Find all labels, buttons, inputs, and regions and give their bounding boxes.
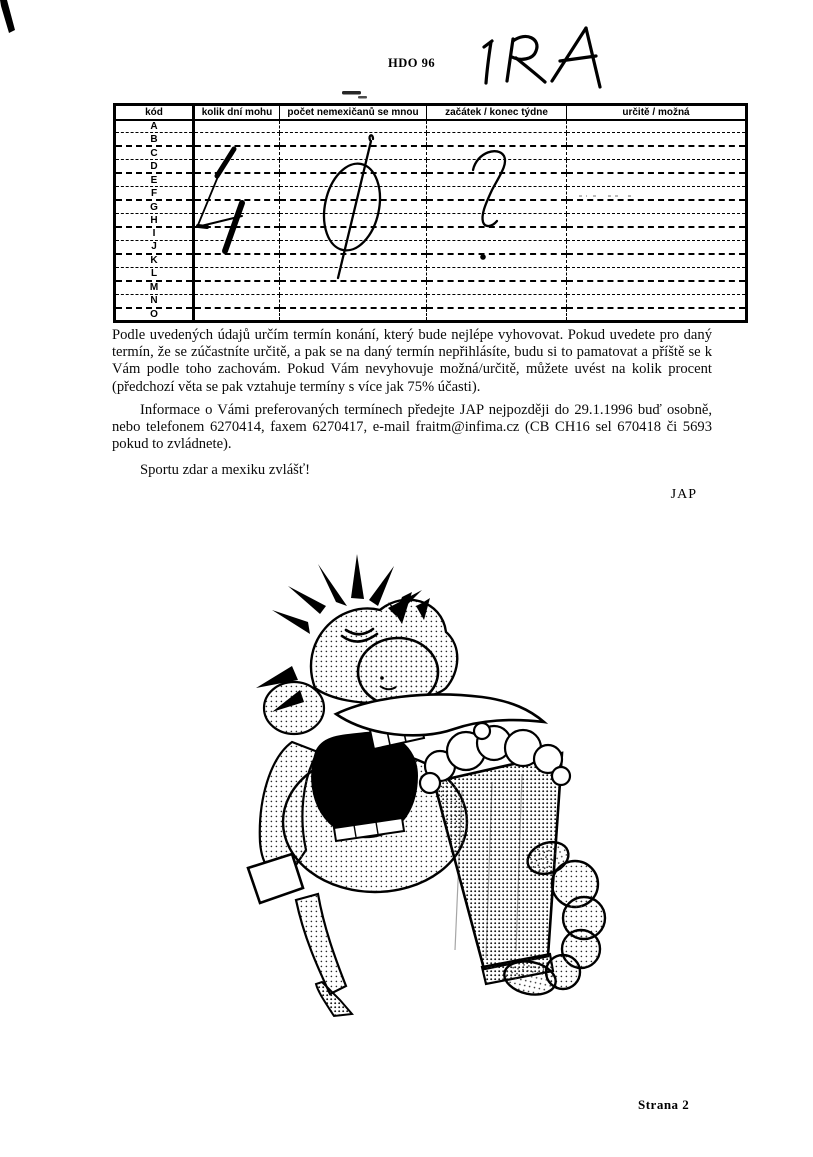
- row-code: K: [115, 254, 194, 267]
- row-code: H: [115, 214, 194, 227]
- row-code: F: [115, 187, 194, 200]
- row-code: D: [115, 160, 194, 173]
- leg: [296, 894, 346, 994]
- row-code: A: [115, 120, 194, 133]
- row-code: E: [115, 173, 194, 186]
- table-row: [115, 133, 747, 146]
- paragraph-closing-greeting: Sportu zdar a mexiku zvlášť!: [140, 462, 310, 478]
- column-header-pocet-nemexicanu: počet nemexičanů se mnou: [280, 105, 427, 120]
- table-header-row: [115, 105, 747, 120]
- row-code: L: [115, 267, 194, 280]
- row-code: C: [115, 146, 194, 159]
- mouth-shading: [313, 743, 373, 827]
- cartoon-man-drinking-beer-icon: [230, 550, 630, 1030]
- row-code: J: [115, 240, 194, 253]
- row-code: M: [115, 281, 194, 294]
- row-code: B: [115, 133, 194, 146]
- table-row: [115, 146, 747, 159]
- scan-smudge-icon: [338, 88, 378, 102]
- row-code: G: [115, 200, 194, 213]
- column-header-kod: kód: [115, 105, 194, 120]
- ear: [264, 682, 324, 734]
- row-code: I: [115, 227, 194, 240]
- row-code: O: [115, 308, 194, 322]
- column-header-zacatek-konec: začátek / konec týdne: [427, 105, 567, 120]
- paragraph-terms-explanation: Podle uvedených údajů určím termín konání, který bude nejlépe vyhovovat. Pokud uvedete pro daný termín, že se zúčastníte určitě, a pak se na daný termín nepřihlásíte, budu si to pamatovat a příště se k Vám podle toho zachovám. Pokud Vám nevyhovuje možná/určitě, můžete uvést na kolik procent (předchozí věta se pak vztahuje termíny s více jak 75% účasti).: [112, 327, 712, 395]
- table-row: [115, 294, 747, 307]
- cuff: [248, 854, 303, 903]
- column-header-urcite-mozna: určitě / možná: [567, 105, 747, 120]
- table-row: [115, 187, 747, 200]
- table-row: [115, 227, 747, 240]
- page-title: HDO 96: [388, 56, 436, 70]
- table-row: [115, 160, 747, 173]
- table-row: [115, 267, 747, 280]
- signature: JAP: [670, 487, 697, 502]
- row-code: N: [115, 294, 194, 307]
- page-number: Strana 2: [638, 1097, 690, 1112]
- column-header-kolik-dni: kolik dní mohu: [194, 105, 280, 120]
- table-row: [115, 214, 747, 227]
- table-row: [115, 240, 747, 253]
- scan-corner-mark-icon: [0, 0, 20, 36]
- handwritten-ira-annotation-icon: [468, 25, 613, 97]
- table-row: [115, 120, 747, 133]
- table-row: [115, 173, 747, 186]
- schedule-table: [113, 103, 748, 323]
- table-row: [115, 200, 747, 213]
- table-row: [115, 254, 747, 267]
- paragraph-contact-info: Informace o Vámi preferovaných termínech předejte JAP nejpozději do 29.1.1996 buď osobně, nebo telefonem 6270414, faxem 6270417, e-mail fraitm@infima.cz (CB CH16 sel 670418 či 5693 pokud to zvládnete).: [112, 402, 712, 453]
- table-row: [115, 308, 747, 322]
- table-row: [115, 281, 747, 294]
- schedule-table-container: [113, 103, 745, 323]
